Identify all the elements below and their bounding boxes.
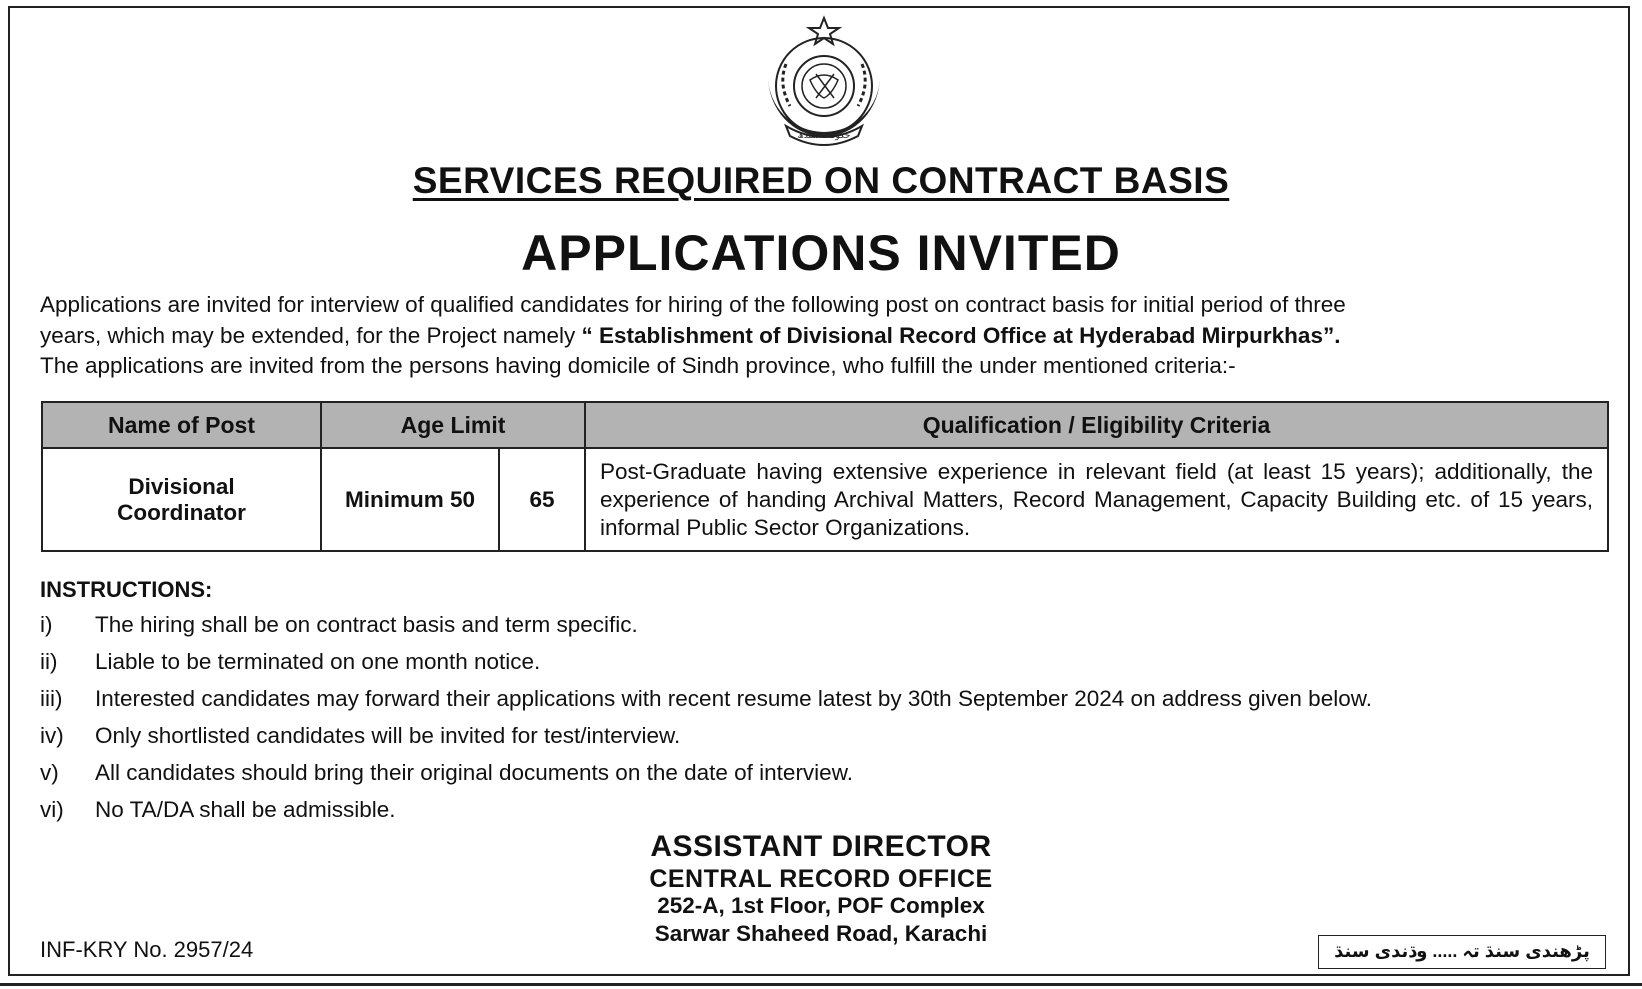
item-text: All candidates should bring their original documents on the date of interview.	[95, 760, 853, 785]
office-address-line-1: 252-A, 1st Floor, POF Complex	[657, 893, 985, 918]
header-age-limit: Age Limit	[321, 402, 585, 448]
item-number: v)	[40, 760, 59, 785]
post-name-cell: Divisional Coordinator	[42, 448, 321, 551]
intro-line-3: The applications are invited from the persons having domicile of Sindh province, who fulfill the under mentioned criteria:-	[40, 353, 1236, 378]
item-text: Only shortlisted candidates will be invited for test/interview.	[95, 723, 681, 748]
bottom-divider	[0, 983, 1642, 986]
item-number: vi)	[40, 797, 64, 822]
office-address-line-2: Sarwar Shaheed Road, Karachi	[654, 921, 988, 946]
table-row	[42, 448, 1608, 551]
heading-text: SERVICES REQUIRED ON CONTRACT BASIS	[412, 160, 1230, 201]
posts-table	[41, 401, 1609, 552]
header-qualification: Qualification / Eligibility Criteria	[585, 402, 1608, 448]
list-item	[40, 686, 1620, 723]
item-text: The hiring shall be on contract basis and term specific.	[95, 612, 638, 637]
age-maximum-cell: 65	[499, 448, 585, 551]
advert-heading	[0, 160, 1642, 202]
item-number: ii)	[40, 649, 58, 674]
item-text: Liable to be terminated on one month notice.	[95, 649, 541, 674]
item-number: iv)	[40, 723, 64, 748]
item-text: Interested candidates may forward their applications with recent resume latest by 30th September 2024 on address given below.	[95, 686, 1372, 711]
table-header-row	[42, 402, 1608, 448]
applications-invited-title: APPLICATIONS INVITED	[521, 225, 1121, 281]
intro-paragraph	[40, 290, 1610, 382]
signatory-office: CENTRAL RECORD OFFICE	[649, 865, 993, 893]
list-item	[40, 612, 1620, 649]
list-item	[40, 723, 1620, 760]
intro-line-2-prefix: years, which may be extended, for the Project namely	[40, 322, 582, 348]
instructions-title: INSTRUCTIONS:	[40, 577, 213, 602]
intro-line-2	[40, 321, 1610, 352]
header-name-of-post: Name of Post	[42, 402, 321, 448]
list-item	[40, 760, 1620, 797]
signatory-designation: ASSISTANT DIRECTOR	[650, 830, 992, 863]
list-item	[40, 797, 1620, 834]
age-minimum-cell: Minimum 50	[321, 448, 499, 551]
intro-line-1: Applications are invited for interview of qualified candidates for hiring of the following post on contract basis for initial period of three	[40, 292, 1346, 317]
item-text: No TA/DA shall be admissible.	[95, 797, 396, 822]
criteria-cell: Post-Graduate having extensive experience in relevant field (at least 15 years); additionally, the experience of handing Archival Matters, Record Management, Capacity Building etc. of 15 years, informal Public Sector Organizations.	[585, 448, 1608, 551]
item-number: iii)	[40, 686, 63, 711]
instructions-list	[40, 612, 1620, 834]
item-number: i)	[40, 612, 53, 637]
urdu-slogan-stamp: پڑھندی سنڌ تہ ..... وڌندی سنڌ	[1318, 935, 1606, 969]
list-item	[40, 649, 1620, 686]
reference-number: INF-KRY No. 2957/24	[40, 937, 254, 962]
seal-lettering: حکومت سندھ	[797, 131, 851, 141]
government-seal-emblem	[756, 14, 892, 154]
project-name: “ Establishment of Divisional Record Office at Hyderabad Mirpurkhas”.	[581, 322, 1341, 348]
